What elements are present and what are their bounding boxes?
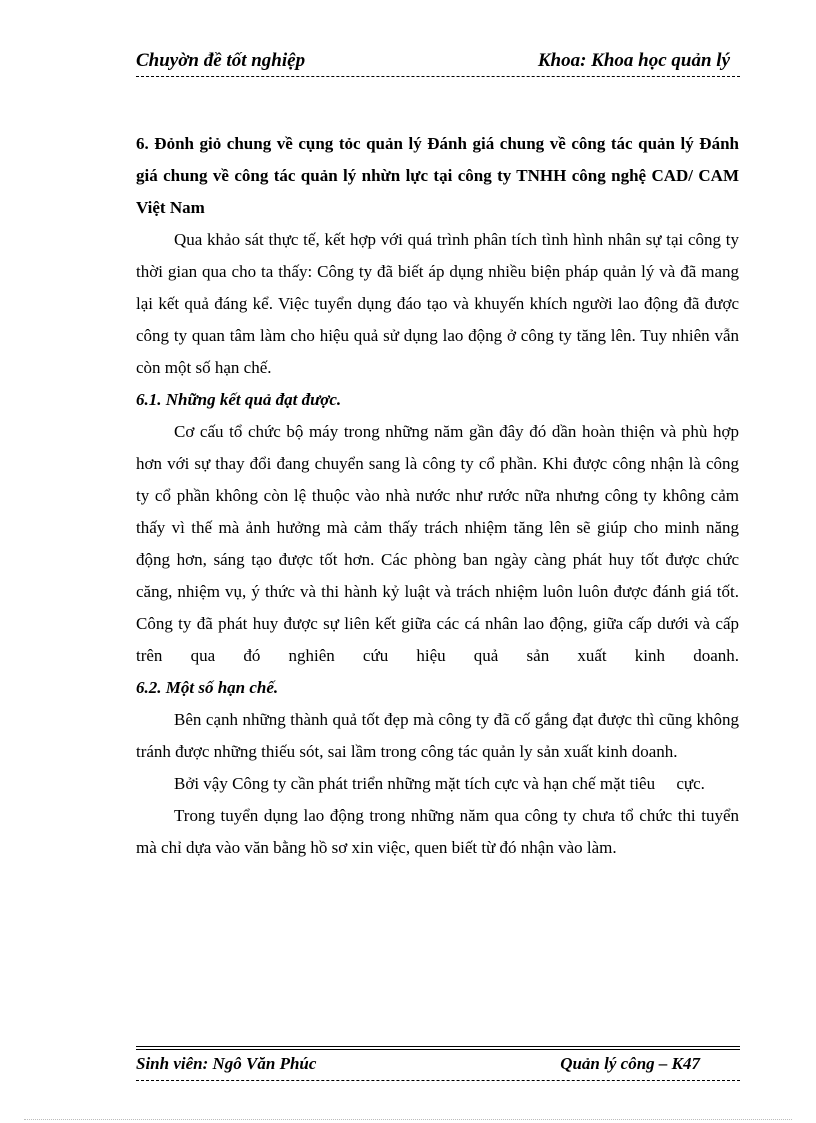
section-6-2-paragraph-1: Bên cạnh những thành quả tốt đẹp mà công ty đã cố gắng đạt được thì cũng không tránh được những thiếu sót, sai lầm trong công tác quản ly sản xuất kinh doanh.: [136, 710, 739, 761]
section-6-2-paragraph-2: Bởi vậy Công ty cần phát triển những mặt tích cực và hạn chế mặt tiêu cực.: [174, 774, 705, 793]
section-6-intro: Qua khảo sát thực tế, kết hợp với quá trình phân tích tình hình nhân sự tại công ty thời gian qua cho ta thấy: Công ty đã biết áp dụng nhiều biện pháp quản lý và đã mang lại kết quả đáng kể. Việc tuyển dụng đáo tạo và khuyến khích người lao động đã được công ty quan tâm làm cho hiệu quả sử dụng lao động ở công ty tăng lên. Tuy nhiên vẫn còn một số hạn chế.: [136, 230, 739, 377]
footer-class: Quản lý công – K47: [560, 1054, 700, 1073]
page-footer: [136, 1052, 740, 1078]
section-6-1-paragraph: Cơ cấu tổ chức bộ máy trong những năm gần đây đó dần hoàn thiện và phù hợp hơn với sự thay đổi đang chuyển sang là công ty cổ phần. Khi được công nhận là công ty cổ phần không còn lệ thuộc vào nhà nước như rước nữa nhưng công ty không cảm thấy vì thế mà ảnh hưởng mà cảm thấy trách nhiệm tăng lên sẽ giúp cho minh năng động hơn, sáng tạo được tốt hơn. Các phòng ban ngày càng phát huy tốt được chức căng, nhiệm vụ, ý thức và thi hành kỷ luật và trách nhiệm luôn luôn được đánh giá tốt. Công ty đã phát huy được sự liên kết giữa các cá nhân lao động, giữa cấp dưới và cấp trên qua đó nghiên cứu hiệu quả sản xuất kinh doanh.: [136, 422, 739, 665]
section-6-2-paragraph-3: Trong tuyển dụng lao động trong những năm qua công ty chưa tổ chức thi tuyển mà chỉ dựa vào văn bằng hồ sơ xin việc, quen biết từ đó nhận vào làm.: [136, 806, 739, 857]
footer-rule-bottom: [136, 1049, 740, 1050]
document-body: [136, 128, 739, 864]
header-title: Chuyờn đề tốt nghiệp: [136, 50, 306, 71]
footer-student: Sinh viên: Ngô Văn Phúc: [136, 1054, 317, 1073]
section-6-2-heading: 6.2. Một số hạn chế.: [136, 678, 279, 697]
section-6-1-heading: 6.1. Những kết quả đạt được.: [136, 390, 342, 409]
footer-dashed-rule: [136, 1080, 740, 1081]
header-faculty: Khoa: Khoa học quản lý: [537, 50, 730, 71]
section-6-heading: 6. Đỏnh giỏ chung về cụng tỏc quản lý Đánh giá chung về công tác quản lý Đánh giá chung về công tác quản lý nhừn lực tại công ty TNHH công nghệ CAD/ CAM Việt Nam: [136, 134, 739, 217]
page-bottom-dotted-line: [24, 1119, 792, 1120]
page-header: [136, 48, 740, 77]
footer-rule-top: [136, 1046, 740, 1047]
